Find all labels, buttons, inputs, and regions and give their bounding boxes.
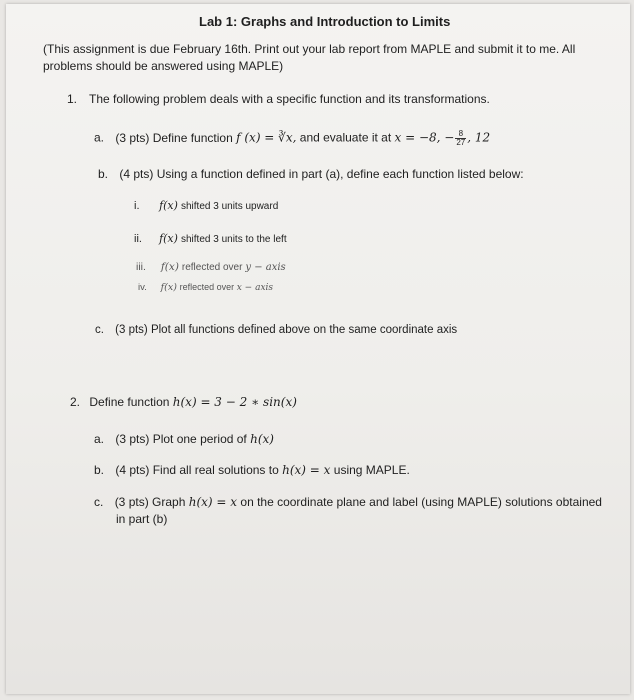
intro-line-1: (This assignment is due February 16th. Print out your lab report from MAPLE and submit it to me. All: [43, 42, 576, 56]
problem-1b-item-1: [134, 198, 278, 214]
problem-2a: [94, 432, 274, 447]
problem-2a-text: (3 pts) Plot one period of: [115, 432, 247, 446]
problem-1a-text2: and evaluate it at: [299, 130, 392, 145]
problem-1b-text: (4 pts) Using a function defined in part (a), define each function listed below:: [119, 167, 524, 181]
item-function: f(x): [160, 261, 179, 273]
problem-2c-text: (3 pts) Graph: [114, 495, 186, 509]
problem-1a-label: a.: [94, 130, 105, 145]
item-number: ii.: [134, 233, 142, 245]
problem-1b-item-2: [134, 231, 287, 247]
problem-2b-label: b.: [94, 463, 105, 477]
intro-line-2: problems should be answered using MAPLE): [43, 59, 284, 73]
problem-2-number: 2.: [70, 395, 81, 409]
item-text: shifted 3 units to the left: [180, 234, 287, 245]
fraction-numerator: 8: [455, 130, 466, 139]
paper-sheet: [6, 4, 630, 694]
item-axis: x − axis: [236, 283, 274, 293]
problem-1a-fraction: [455, 130, 466, 147]
problem-1a-text: (3 pts) Define function: [115, 130, 233, 145]
fraction-denominator: 27: [456, 138, 466, 147]
item-text: reflected over: [181, 262, 243, 273]
item-function: f(x): [159, 199, 178, 212]
problem-2b-tail: using MAPLE.: [333, 463, 410, 477]
problem-2c-function: h(x) = x: [188, 495, 238, 509]
item-function: f(x): [159, 232, 178, 245]
problem-1-number: 1.: [67, 92, 78, 106]
item-axis: y − axis: [245, 262, 286, 273]
problem-2c-label: c.: [94, 495, 104, 509]
problem-2c-line-2: in part (b): [116, 512, 168, 526]
item-function: f(x): [160, 282, 177, 293]
problem-2c-tail: on the coordinate plane and label (using MAPLE) solutions obtained: [240, 495, 602, 509]
problem-1b: [98, 167, 524, 182]
problem-1a: [94, 130, 490, 147]
problem-1c-label: c.: [95, 324, 104, 336]
problem-2-function: h(x) = 3 − 2 ∗ sin(x): [172, 395, 297, 409]
lab-title: Lab 1: Graphs and Introduction to Limits: [199, 14, 451, 29]
item-text: shifted 3 units upward: [180, 201, 279, 212]
problem-1c-text: (3 pts) Plot all functions defined above on the same coordinate axis: [115, 324, 458, 336]
problem-2a-label: a.: [94, 432, 105, 446]
problem-1a-values: x = −8, −: [394, 130, 455, 145]
problem-2b-function: h(x) = x: [282, 463, 331, 477]
item-number: iv.: [138, 282, 147, 293]
problem-2b-text: (4 pts) Find all real solutions to: [115, 463, 279, 477]
item-text: reflected over: [179, 282, 235, 292]
problem-2: [70, 395, 297, 410]
item-number: i.: [134, 200, 140, 212]
problem-1a-tail: , 12: [467, 130, 491, 145]
problem-1b-item-3: [136, 260, 286, 275]
problem-2-text: Define function: [89, 395, 170, 409]
item-number: iii.: [136, 261, 146, 273]
problem-1c: [95, 323, 457, 338]
problem-1b-item-4: [138, 280, 273, 296]
problem-2a-function: h(x): [250, 432, 274, 446]
problem-1-text: The following problem deals with a specific function and its transformations.: [89, 92, 490, 106]
problem-1b-label: b.: [98, 167, 109, 181]
problem-1a-function: f (x) = ∛x,: [236, 130, 297, 145]
problem-2b: [94, 463, 410, 478]
problem-2c: [94, 495, 602, 510]
